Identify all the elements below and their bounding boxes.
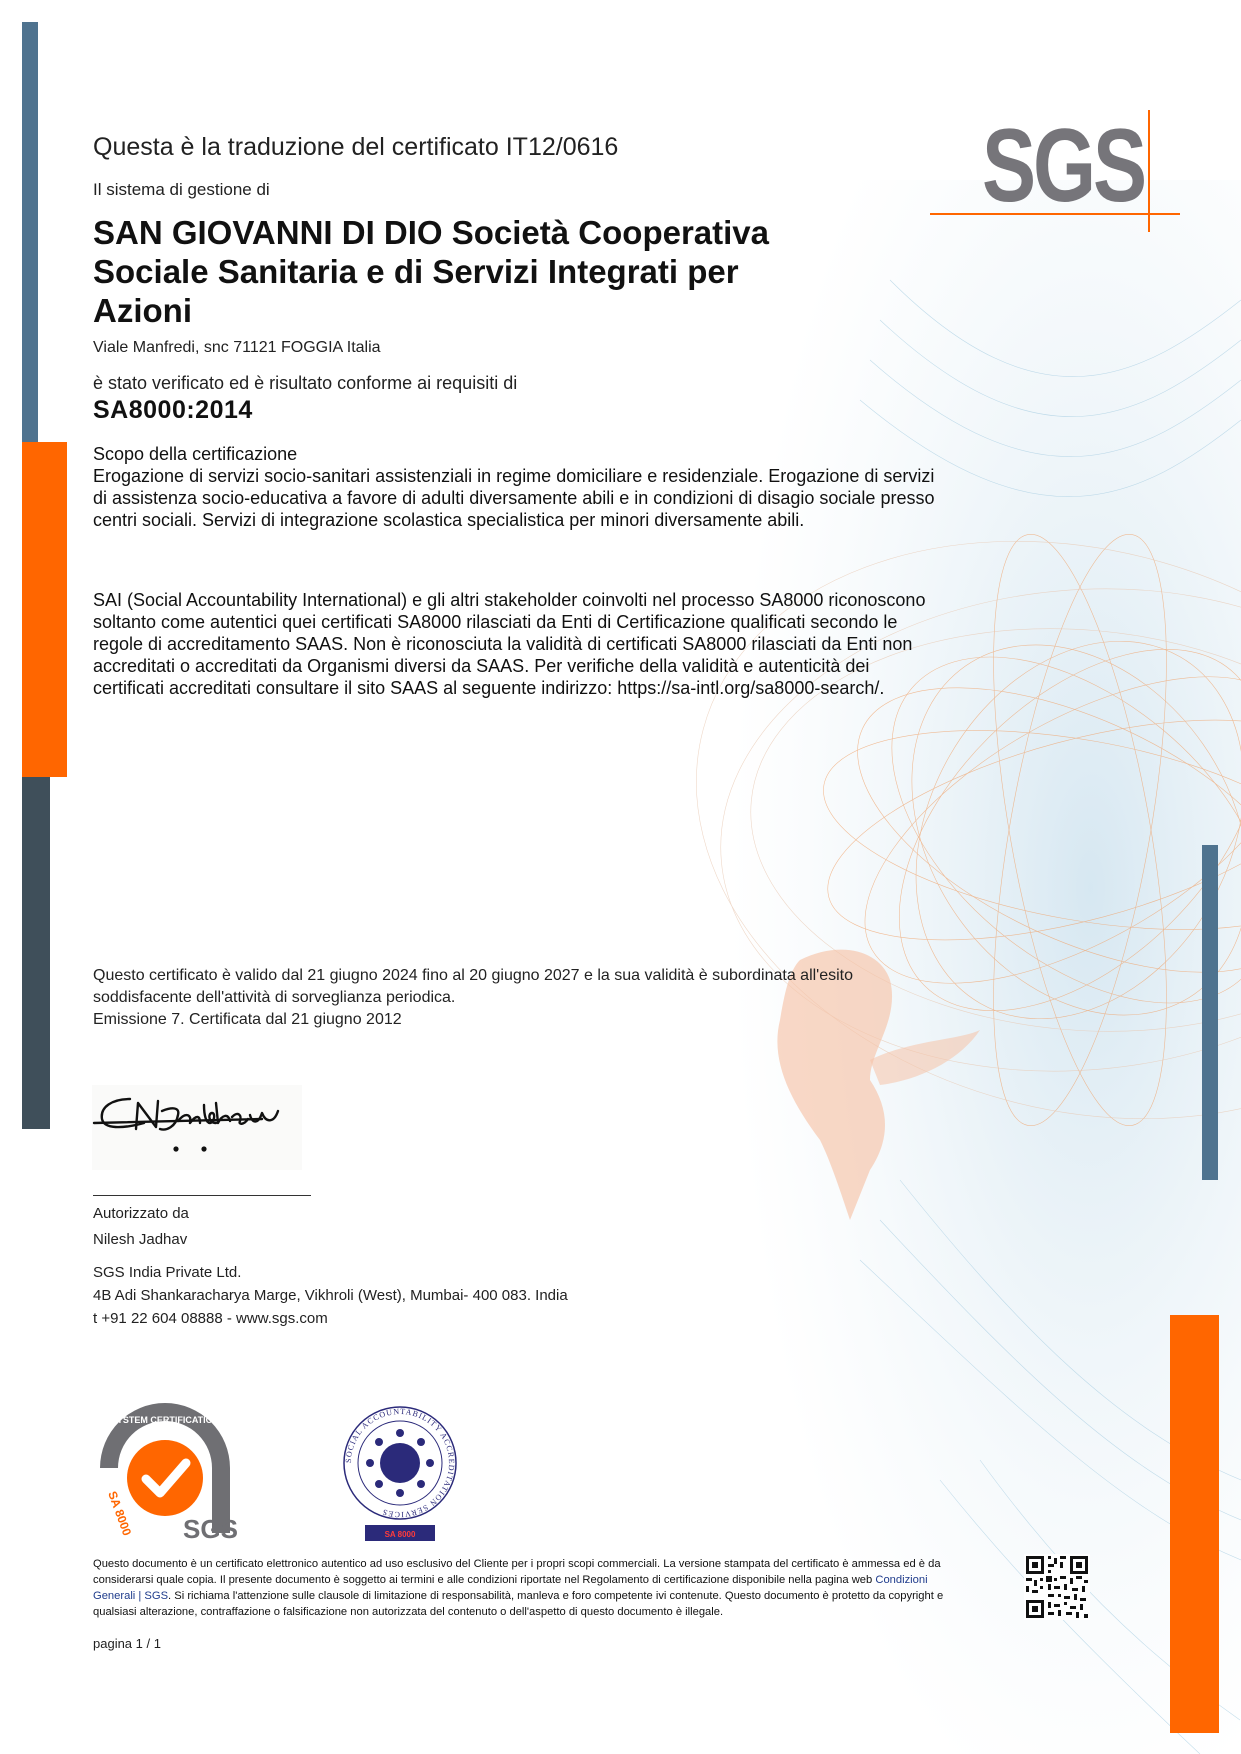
scope-line-1: Erogazione di servizi socio-sanitari assistenziali in regime domiciliare e residenziale. Erogazione di servizi [93, 466, 935, 486]
left-bar-orange [22, 442, 67, 777]
sgs-badge-brand-text: SGS [183, 1514, 238, 1543]
standard-name: SA8000:2014 [93, 396, 253, 424]
right-bar-blue [1202, 845, 1218, 1180]
terms-link[interactable]: Condizioni [875, 1574, 928, 1586]
intro-text: Il sistema di gestione di [93, 180, 270, 199]
footer-line-3-text: . Si richiama l'attenzione sulle clausole di limitazione di responsabilità, manleva e foro competente ivi contenute. Questo documento è protetto da copyright e [168, 1590, 944, 1602]
signature-line [93, 1195, 311, 1196]
company-name-line-1: SAN GIOVANNI DI DIO Società Cooperativa [93, 214, 770, 251]
sgs-sa8000-badge [90, 1393, 240, 1543]
signature-image [92, 1085, 302, 1170]
sgs-badge-side-text: SA 8000 [105, 1489, 135, 1538]
validity-text [93, 965, 1093, 1031]
scope-line-3: centri sociali. Servizi di integrazione scolastica specialistica per minori diversamente abili. [93, 510, 805, 530]
saas-ring-text: SOCIAL ACCOUNTABILITY ACCREDITATION SERVICES [343, 1406, 457, 1520]
sgs-badge-top-text: SYSTEM CERTIFICATION [110, 1415, 220, 1425]
sai-note-line-2: soltanto come autentici quei certificati SA8000 rilasciati da Enti di Certificazione qualificati secondo le [93, 612, 898, 632]
signatory-name: Nilesh Jadhav [93, 1231, 188, 1248]
saas-label: SA 8000 [384, 1530, 416, 1539]
footer-line-2-text: considerarsi quale copia. Il presente documento è soggetto ai termini e alle condizioni riportate nel Regolamento di certificazione disponibile nella pagina web [93, 1574, 873, 1586]
page-number: pagina 1 / 1 [93, 1636, 161, 1651]
scope-line-2: di assistenza socio-educativa a favore di adulti diversamente abili e in condizioni di disagio sociale presso [93, 488, 935, 508]
company-address: Viale Manfredi, snc 71121 FOGGIA Italia [93, 339, 381, 356]
sai-note [93, 589, 1093, 699]
left-bar-blue [22, 22, 38, 442]
saas-accreditation-badge [330, 1393, 470, 1543]
footer-disclaimer [93, 1556, 1013, 1620]
footer-line-1: Questo documento è un certificato elettronico autentico ad uso esclusivo del Cliente per i propri scopi commerciali. La versione stampata del certificato è ammessa ed è da [93, 1558, 941, 1570]
company-name-line-3: Azioni [93, 292, 192, 329]
company-name-line-2: Sociale Sanitaria e di Servizi Integrati per [93, 253, 739, 290]
translation-note: Questa è la traduzione del certificato IT12/0616 [93, 133, 619, 161]
signatory-org: SGS India Private Ltd. [93, 1264, 242, 1281]
sai-note-line-5: certificati accreditati consultare il sito SAAS al seguente indirizzo: https://sa-intl.org/sa8000-search/. [93, 678, 885, 698]
left-bar-dark [22, 777, 50, 1129]
signatory-address: 4B Adi Shankaracharya Marge, Vikhroli (West), Mumbai- 400 083. India [93, 1287, 568, 1304]
company-name [93, 213, 893, 330]
right-bar-orange [1170, 1315, 1219, 1733]
validity-line-1: Questo certificato è valido dal 21 giugno 2024 fino al 20 giugno 2027 e la sua validità è subordinata all'esito [93, 967, 854, 984]
qr-code [1024, 1554, 1090, 1620]
scope-text [93, 465, 1093, 531]
sai-note-line-1: SAI (Social Accountability International) e gli altri stakeholder coinvolti nel processo SA8000 riconoscono [93, 590, 926, 610]
scope-heading: Scopo della certificazione [93, 444, 298, 464]
sgs-logo-text: SGS [982, 108, 1144, 224]
terms-link-continued[interactable]: Generali | SGS [93, 1590, 169, 1602]
footer-line-3 [93, 1588, 1013, 1604]
signatory-contact: t +91 22 604 08888 - www.sgs.com [93, 1310, 328, 1327]
sgs-logo [930, 110, 1180, 230]
validity-line-2: soddisfacente dell'attività di sorveglianza periodica. [93, 989, 456, 1006]
footer-line-2 [93, 1572, 1013, 1588]
sai-note-line-3: regole di accreditamento SAAS. Non è riconosciuta la validità di certificati SA8000 rilasciati da Enti non [93, 634, 913, 654]
footer-line-4: qualsiasi alterazione, contraffazione o falsificazione non autorizzata del contenuto o dell'aspetto di questo documento è illegale. [93, 1606, 724, 1618]
authorized-label: Autorizzato da [93, 1205, 189, 1222]
validity-line-3: Emissione 7. Certificata dal 21 giugno 2012 [93, 1011, 402, 1028]
verification-statement: è stato verificato ed è risultato conforme ai requisiti di [93, 373, 518, 393]
sai-note-line-4: accreditati o accreditati da Organismi diversi da SAAS. Per verifiche della validità e autenticità dei [93, 656, 870, 676]
